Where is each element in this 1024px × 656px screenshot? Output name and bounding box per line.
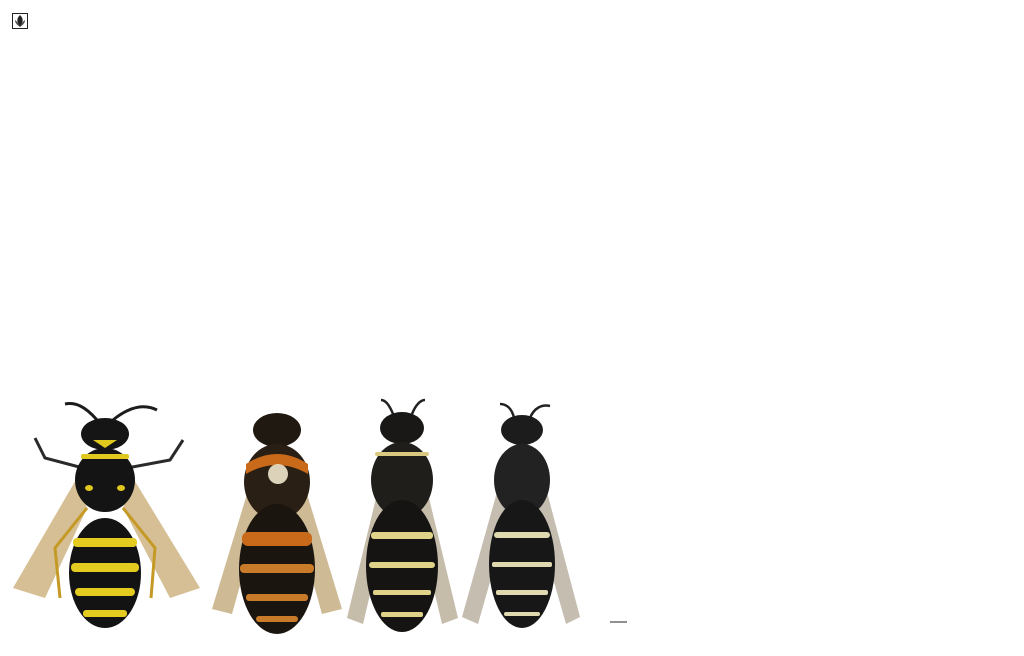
specimen-photo-rubrosignatus: [212, 404, 342, 649]
specimen-photo-posticus: [462, 402, 582, 650]
specimen-photo-female-dorsal: [5, 398, 210, 648]
specimen-photo-notatus: [345, 398, 460, 650]
phylogenetic-tree: [595, 0, 1024, 656]
magnolia-press-logo: [12, 13, 28, 29]
tree-canvas: [595, 0, 1024, 656]
